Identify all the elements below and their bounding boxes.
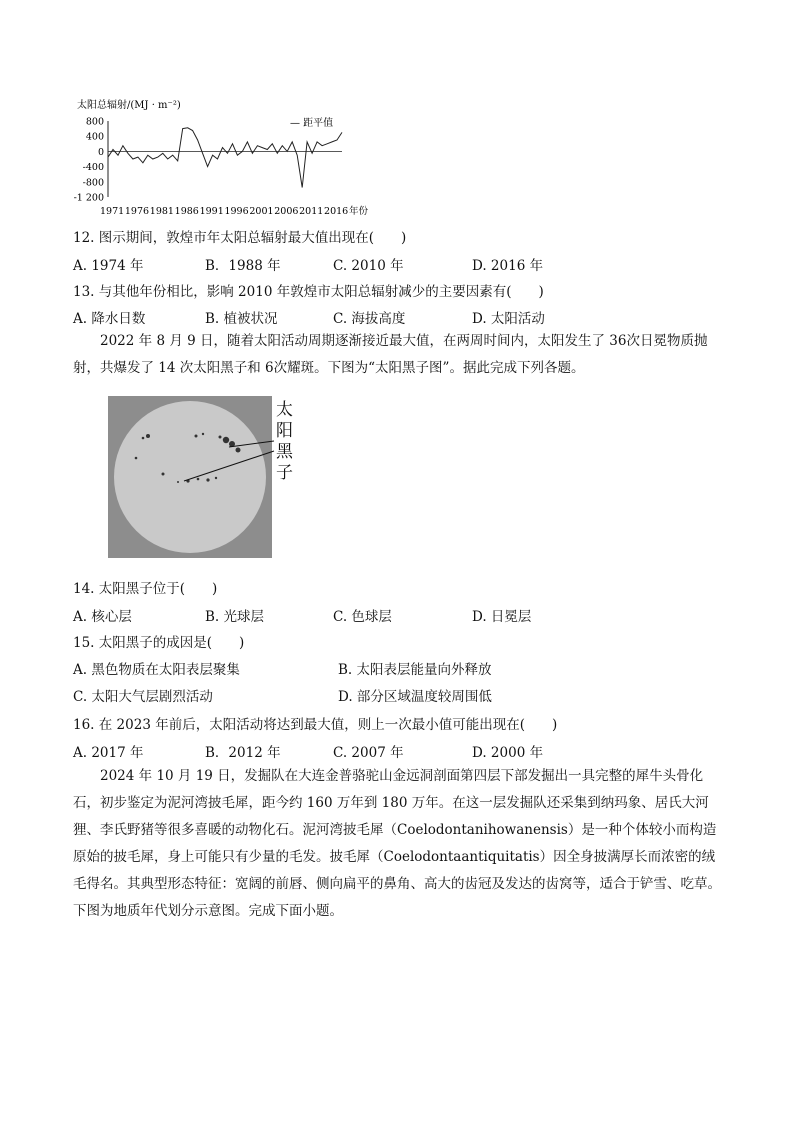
- question-12: 12. 图示期间，敦煌市年太阳总辐射最大值出现在( ): [73, 230, 407, 246]
- q15-option-b: B. 太阳表层能量向外释放: [338, 662, 492, 678]
- chart-series-line: [108, 128, 342, 188]
- q12-option-d: D. 2016 年: [472, 258, 544, 274]
- sunspot-label: 太阳黑子: [276, 400, 293, 483]
- q12-option-a: A. 1974 年: [73, 258, 144, 274]
- q14-option-d: D. 日冕层: [472, 609, 532, 625]
- chart-ytick-label: -800: [82, 177, 104, 189]
- q15-option-d: D. 部分区域温度较周围低: [338, 689, 492, 705]
- q14-option-c: C. 色球层: [333, 609, 392, 625]
- q12-option-c: C. 2010 年: [333, 258, 404, 274]
- q13-option-b: B. 植被状况: [205, 311, 278, 327]
- chart-xtick-label: 2001: [249, 206, 274, 217]
- chart-legend: — 距平值: [290, 118, 334, 129]
- q16-option-c: C. 2007 年: [333, 745, 404, 761]
- passage-rhino-fossil: 2024 年 10 月 19 日，发掘队在大连金普骆驼山金远洞剖面第四层下部发掘出一具完整的犀牛头骨化石，初步鉴定为泥河湾披毛犀，距今约 160 万年到 180 万年。在这一层发掘队还采集到纳玛象、居氏大河狸、李氏野猪等很多喜暖的动物化石。泥河湾披毛犀（Coelodontanihowanensis）是一种个体较小而构造原始的披毛犀，身上可能只有少量的毛发。披毛犀（Coelodontaantiquitatis）因全身披满厚长而浓密的绒毛得名。其典型形态特征：宽阔的前唇、侧向扁平的鼻角、高大的齿冠及发达的齿窝等，适合于铲雪、吃草。下图为地质年代划分示意图。完成下面小题。: [73, 768, 721, 919]
- question-16: 16. 在 2023 年前后，太阳活动将达到最大值，则上一次最小值可能出现在( ): [73, 717, 558, 733]
- chart-xtick-label: 2006: [274, 206, 299, 217]
- sun-disk: [114, 401, 266, 553]
- chart-xtick-label: 1981: [149, 206, 174, 217]
- passage-sunspots: 2022 年 8 月 9 日，随着太阳活动周期逐渐接近最大值，在两周时间内，太阳发生了 36次日冕物质抛射，共爆发了 14 次太阳黑子和 6次耀斑。下图为“太阳黑子图”。据此完成下列各题。: [73, 333, 708, 376]
- q12-option-b: B．1988 年: [205, 258, 281, 274]
- chart-xtick-label: 1996: [224, 206, 249, 217]
- chart-ytick-label: 800: [85, 116, 104, 128]
- q14-option-b: B. 光球层: [205, 609, 265, 625]
- question-15: 15. 太阳黑子的成因是( ): [73, 635, 245, 651]
- chart-xlabel-suffix: 年份: [349, 206, 369, 217]
- solar-radiation-chart: [70, 95, 369, 220]
- q16-option-a: A. 2017 年: [73, 745, 144, 761]
- q16-option-d: D. 2000 年: [472, 745, 544, 761]
- q13-option-c: C. 海拔高度: [333, 311, 406, 327]
- chart-ylabel: 太阳总辐射/(MJ · m⁻²): [77, 100, 181, 111]
- q15-option-a: A. 黑色物质在太阳表层聚集: [73, 662, 240, 678]
- chart-ytick-label: 0: [97, 146, 104, 158]
- q15-option-c: C. 太阳大气层剧烈活动: [73, 689, 213, 705]
- chart-xtick-label: 1991: [199, 206, 224, 217]
- chart-xtick-label: 2011: [299, 206, 324, 217]
- q13-option-d: D. 太阳活动: [472, 311, 545, 327]
- q13-option-a: A. 降水日数: [73, 311, 146, 327]
- chart-ytick-label: -1 200: [73, 192, 104, 204]
- chart-xtick-label: 1976: [124, 206, 150, 217]
- chart-ytick-label: 400: [85, 131, 104, 143]
- q16-option-b: B．2012 年: [205, 745, 281, 761]
- chart-xtick-label: 2016: [324, 206, 349, 217]
- q14-option-a: A. 核心层: [73, 609, 132, 625]
- sunspot-image: [108, 396, 298, 558]
- question-14: 14. 太阳黑子位于( ): [73, 581, 218, 597]
- question-13: 13. 与其他年份相比，影响 2010 年敦煌市太阳总辐射减少的主要因素有( ): [73, 284, 544, 300]
- chart-xtick-label: 1986: [174, 206, 199, 217]
- chart-xtick-label: 1971: [100, 206, 125, 217]
- chart-ytick-label: -400: [82, 162, 104, 174]
